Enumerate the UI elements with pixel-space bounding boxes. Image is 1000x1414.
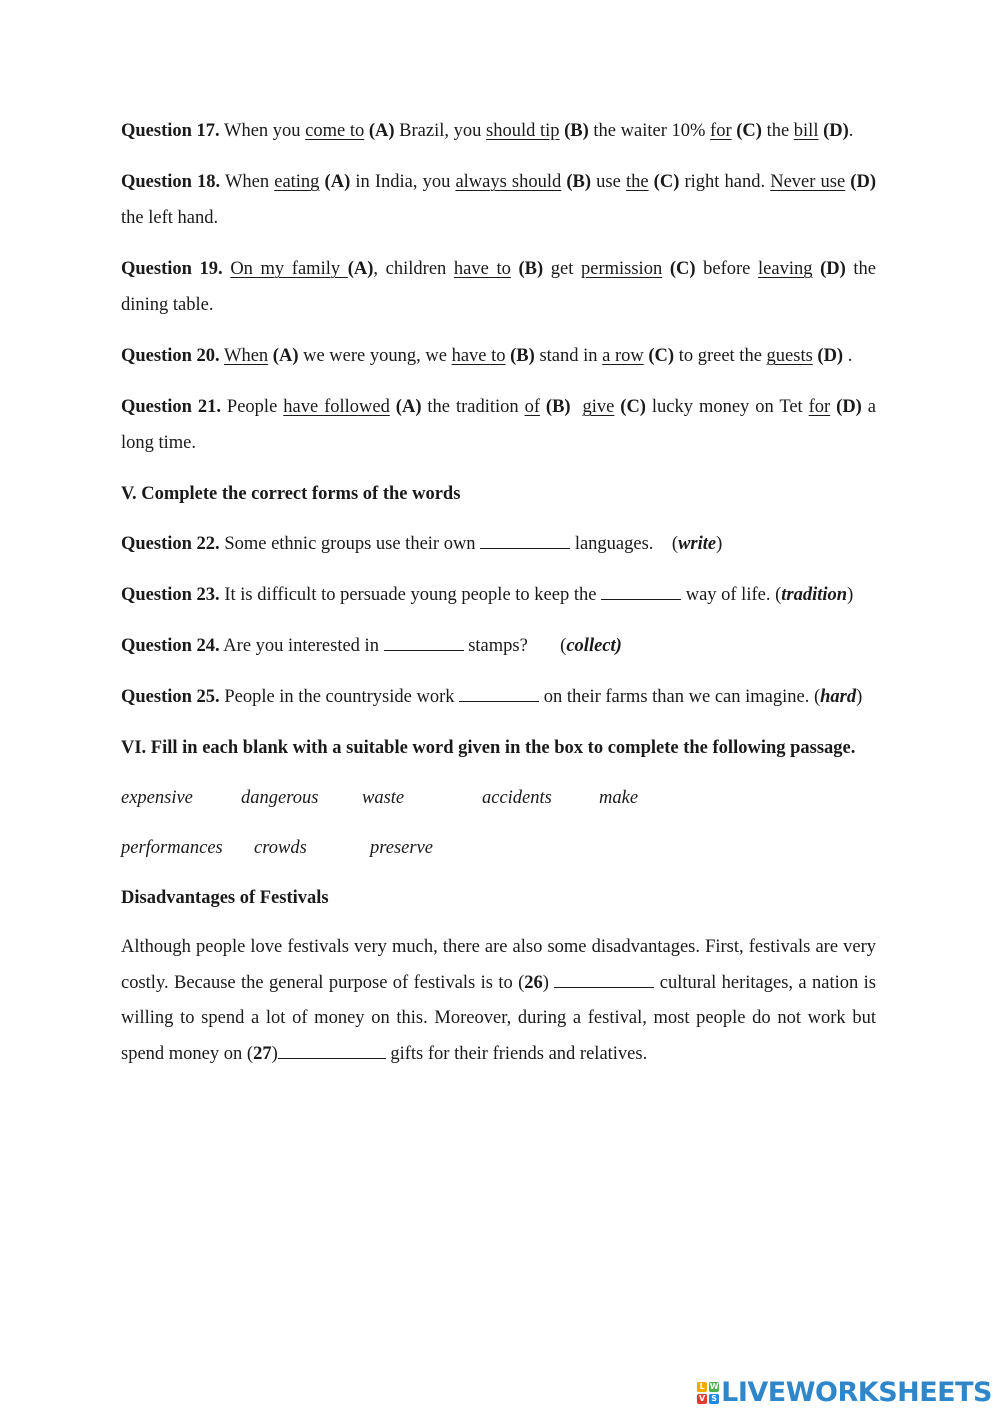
text: People in the countryside work [219, 687, 460, 707]
text: ) [271, 1043, 278, 1064]
text: the waiter 10% [588, 121, 711, 141]
section-v-heading: V. Complete the correct forms of the words [121, 484, 461, 504]
answer-blank[interactable] [480, 530, 570, 549]
underlined-option-c[interactable]: for [710, 121, 732, 141]
option-marker-a: (A) [389, 397, 422, 417]
option-marker-d: (D) [845, 172, 876, 192]
word-option: accidents [482, 788, 552, 808]
question-23 [121, 577, 876, 613]
question-label: Question 20. [121, 346, 220, 366]
underlined-option-c[interactable]: give [582, 397, 615, 417]
text: the tradition [421, 397, 525, 417]
option-marker-b: (B) [505, 346, 535, 366]
underlined-option-a[interactable]: On my family [230, 259, 348, 279]
answer-blank-26[interactable] [554, 969, 654, 988]
underlined-option-a[interactable]: When [223, 346, 269, 366]
question-label: Question 18. [121, 172, 221, 192]
question-17 [121, 113, 876, 149]
underlined-option-d[interactable]: for [808, 397, 831, 417]
underlined-option-a[interactable]: come to [305, 121, 365, 141]
word-option: make [599, 788, 639, 808]
logo-tile: S [709, 1394, 719, 1404]
word-option: preserve [370, 838, 434, 858]
hint-word: write [678, 534, 717, 554]
text: to greet the [674, 346, 767, 366]
underlined-option-b[interactable]: have to [451, 346, 506, 366]
text: It is difficult to persuade young people to keep the [219, 585, 602, 605]
text: . [843, 346, 853, 366]
passage-text [121, 930, 876, 1072]
underlined-option-b[interactable]: should tip [486, 121, 560, 141]
text: right hand. [679, 172, 771, 192]
word-box-row-1 [121, 780, 876, 816]
answer-blank[interactable] [601, 581, 681, 600]
option-marker-a: (A) [364, 121, 395, 141]
text: cultural heritages, a nation is willing to spend a lot of money on this. Moreover, during a festival, most people do not work but spend money on ( [121, 972, 876, 1064]
option-marker-b: (B) [561, 172, 592, 192]
option-marker-d: (D) [818, 121, 849, 141]
option-marker-c: (C) [662, 259, 696, 279]
logo-tile: L [697, 1382, 707, 1392]
text: . [848, 121, 854, 141]
logo-tile: W [709, 1381, 719, 1391]
text [571, 397, 583, 417]
answer-blank-27[interactable] [278, 1040, 386, 1059]
text: , children [373, 259, 454, 279]
question-21 [121, 389, 876, 461]
logo-grid-icon [697, 1382, 719, 1404]
question-18 [121, 164, 876, 236]
text: the left hand. [121, 208, 219, 228]
hint-word: tradition [781, 585, 848, 605]
option-marker-c: (C) [643, 346, 675, 366]
section-vi-heading: VI. Fill in each blank with a suitable word given in the box to complete the following passage. [121, 738, 856, 758]
question-label: Question 24. [121, 636, 220, 656]
question-label: Question 23. [121, 585, 220, 605]
text: ) [847, 585, 854, 605]
option-marker-c: (C) [731, 121, 762, 141]
text: Although people love festivals very much, there are also some disadvantages. First, festivals are very costly. Because the general purpose of festivals is to ( [121, 937, 876, 993]
text: in India, you [350, 172, 456, 192]
underlined-option-b[interactable]: have to [453, 259, 511, 279]
underlined-option-d[interactable]: guests [766, 346, 813, 366]
text: the [761, 121, 794, 141]
underlined-option-a[interactable]: have followed [283, 397, 390, 417]
word-box-row-2 [121, 830, 876, 866]
text: People [221, 397, 284, 417]
text: Some ethnic groups use their own [219, 534, 481, 554]
option-marker-b: (B) [510, 259, 544, 279]
text: ) [542, 972, 555, 993]
text: gifts for their friends and relatives. [385, 1043, 648, 1064]
text: stand in [534, 346, 603, 366]
text: we were young, we [298, 346, 452, 366]
question-label: Question 17. [121, 121, 220, 141]
question-label: Question 25. [121, 687, 220, 707]
blank-number-27: 27 [253, 1043, 272, 1064]
option-marker-b: (B) [540, 397, 571, 417]
option-marker-d: (D) [812, 346, 844, 366]
option-marker-a: (A) [347, 259, 374, 279]
text: ) [856, 687, 863, 707]
word-option: waste [362, 788, 405, 808]
option-marker-c: (C) [614, 397, 646, 417]
liveworksheets-logo [697, 1377, 992, 1408]
logo-tile: V [699, 1393, 706, 1403]
answer-blank[interactable] [459, 683, 539, 702]
question-label: Question 21. [121, 397, 221, 417]
option-marker-a: (A) [268, 346, 299, 366]
text: way of life. ( [681, 585, 782, 605]
underlined-option-c[interactable]: a row [602, 346, 644, 366]
question-label: Question 19. [121, 259, 223, 279]
text: When you [219, 121, 306, 141]
option-marker-d: (D) [830, 397, 862, 417]
word-option: crowds [254, 838, 307, 858]
option-marker-b: (B) [559, 121, 589, 141]
logo-text: LIVEWORKSHEETS [721, 1377, 992, 1408]
word-option: expensive [121, 788, 193, 808]
question-25 [121, 679, 876, 715]
option-marker-c: (C) [648, 172, 680, 192]
underlined-option-c[interactable]: permission [581, 259, 663, 279]
text: When [220, 172, 275, 192]
text: stamps? ( [463, 636, 567, 656]
underlined-option-b[interactable]: always should [455, 172, 562, 192]
text: the dining table. [121, 259, 877, 315]
passage-title: Disadvantages of Festivals [121, 888, 329, 908]
option-marker-a: (A) [319, 172, 351, 192]
text: ) [716, 534, 723, 554]
question-24 [121, 628, 876, 664]
word-option: performances [121, 838, 223, 858]
hint-word: hard [820, 687, 857, 707]
question-20 [121, 338, 876, 374]
text: Are you interested in [219, 636, 384, 656]
underlined-option-d[interactable]: bill [793, 121, 819, 141]
text: Brazil, you [394, 121, 486, 141]
underlined-option-a[interactable]: eating [274, 172, 320, 192]
text: get [543, 259, 581, 279]
word-option: dangerous [241, 788, 319, 808]
underlined-option-c[interactable]: the [625, 172, 649, 192]
text: lucky money on Tet [645, 397, 809, 417]
worksheet-page [121, 113, 876, 1072]
text: languages. ( [570, 534, 679, 554]
hint-word: collect) [566, 636, 622, 656]
text: before [695, 259, 759, 279]
question-19 [121, 251, 876, 323]
underlined-option-b[interactable]: of [524, 397, 540, 417]
text: use [591, 172, 626, 192]
text: on their farms than we can imagine. ( [539, 687, 821, 707]
option-marker-d: (D) [812, 259, 846, 279]
text: a long time. [121, 397, 876, 453]
question-22 [121, 526, 876, 562]
answer-blank[interactable] [384, 632, 464, 651]
underlined-option-d[interactable]: Never use [770, 172, 846, 192]
underlined-option-d[interactable]: leaving [758, 259, 813, 279]
question-label: Question 22. [121, 534, 220, 554]
blank-number-26: 26 [524, 972, 543, 993]
